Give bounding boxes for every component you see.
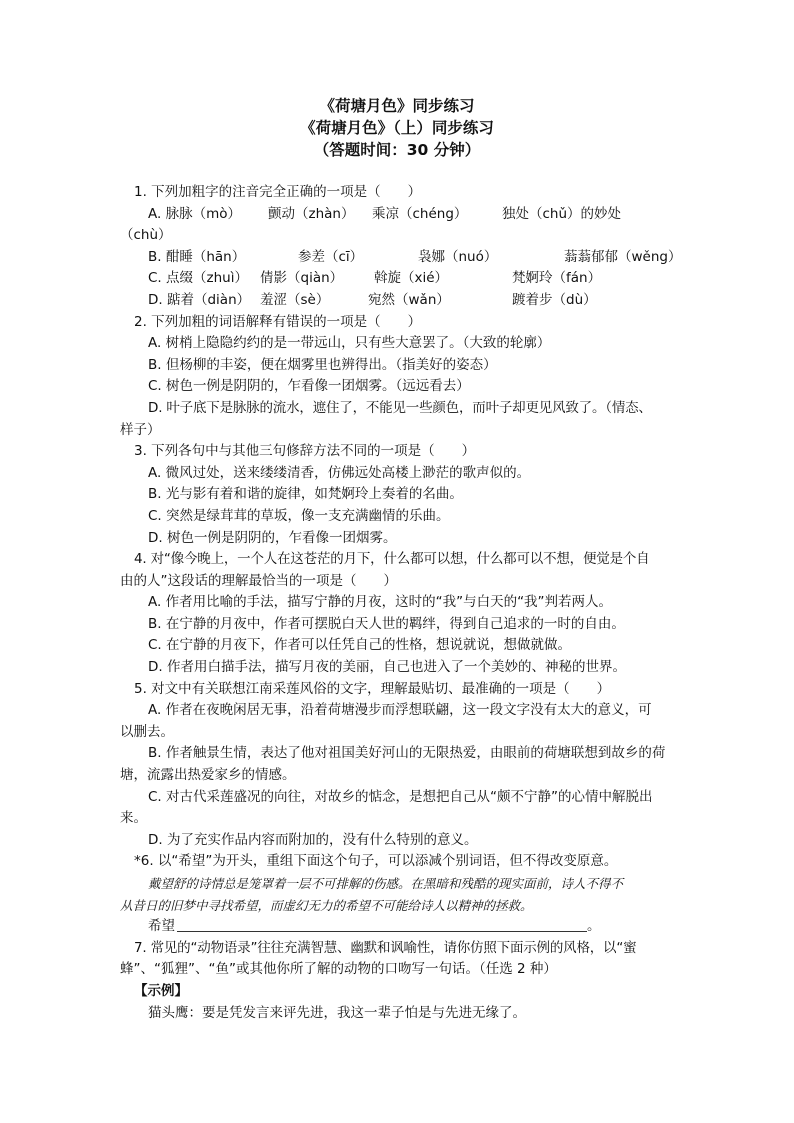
q5-option-b-cont: 塘，流露出热爱家乡的情感。 (120, 767, 296, 784)
q1-b-item1: B. 酣睡（hān） (148, 248, 246, 265)
q1-b-item4: 蓊蓊郁郁（wěng） (564, 248, 682, 265)
q3-option-a: A. 微风过处，送来缕缕清香，仿佛远处高楼上渺茫的歌声似的。 (148, 464, 531, 481)
q2-option-c: C. 树色一例是阴阴的，乍看像一团烟雾。（远远看去） (148, 378, 470, 395)
q1-c-item3: 斡旋（xié） (374, 270, 449, 287)
q1-c-item4: 梵婀玲（fán） (512, 270, 602, 287)
q4-stem: 4. 对“像今晚上，一个人在这苍茫的月下，什么都可以想，什么都可以不想，便觉是个自 (134, 551, 650, 568)
q1-a-item1: A. 脉脉（mò） (148, 205, 241, 222)
q1-b-item2: 参差（cī） (298, 248, 364, 265)
q1-d-item1: D. 踮着（diàn） (148, 291, 251, 308)
q1-c-item1: C. 点缀（zhuì） (148, 270, 248, 287)
question-list (120, 182, 680, 1024)
q1-a-item3: 乘凉（chéng） (372, 205, 468, 222)
q1-option-d (120, 290, 680, 312)
q1-d-item4: 踱着步（dù） (512, 291, 597, 308)
q7-example: 猫头鹰：要是凭发言来评先进，我这一辈子怕是与先进无缘了。 (148, 1004, 526, 1021)
q6-answer-end: 。 (587, 918, 601, 935)
time-note: （答题时间：30 分钟） (313, 141, 481, 159)
q5-option-d: D. 为了充实作品内容而附加的，没有什么特别的意义。 (148, 831, 478, 848)
q1-option-c (120, 268, 680, 290)
q1-option-a (120, 204, 680, 226)
q6-answer-prefix: 希望 (148, 918, 175, 935)
q2-option-a: A. 树梢上隐隐约约的是一带远山，只有些大意罢了。（大致的轮廓） (148, 335, 551, 352)
q1-c-item2: 倩影（qiàn） (260, 270, 344, 287)
q3-option-b: B. 光与影有着和谐的旋律，如梵婀玲上奏着的名曲。 (148, 486, 463, 503)
q1-d-item2: 羞涩（sè） (260, 291, 330, 308)
q6-answer-line (120, 916, 680, 938)
q2-option-b: B. 但杨柳的丰姿，便在烟雾里也辨得出。（指美好的姿态） (148, 356, 497, 373)
q4-option-d: D. 作者用白描手法，描写月夜的美丽，自己也进入了一个美妙的、神秘的世界。 (148, 659, 626, 676)
q5-option-a: A. 作者在夜晚闲居无事，沿着荷塘漫步而浮想联翩，这一段文字没有太大的意义，可 (148, 702, 652, 719)
q5-option-a-cont: 以删去。 (120, 723, 174, 740)
q3-option-d: D. 树色一例是阴阴的，乍看像一团烟雾。 (148, 529, 397, 546)
q1-d-item3: 宛然（wǎn） (368, 291, 450, 308)
q2-option-d: D. 叶子底下是脉脉的流水，遮住了，不能见一些颜色，而叶子却更见风致了。（情态、 (148, 399, 652, 416)
q2-option-d-cont: 样子） (120, 421, 161, 438)
q5-option-c: C. 对古代采莲盛况的向往，对故乡的惦念，是想把自己从“颇不宁静”的心情中解脱出 (148, 788, 653, 805)
q1-a-item4: 独处（chǔ）的妙处 (502, 205, 622, 222)
q1-option-b (120, 247, 680, 269)
q6-source-text-cont: 从昔日的旧梦中寻找希望，而虚幻无力的希望不可能给诗人以精神的拯救。 (120, 897, 533, 913)
q5-stem: 5. 对文中有关联想江南采莲风俗的文字，理解最贴切、最准确的一项是（ ） (134, 680, 611, 697)
q5-option-c-cont: 来。 (120, 810, 147, 827)
q4-option-c: C. 在宁静的月夜下，作者可以任凭自己的性格，想说就说，想做就做。 (148, 637, 572, 654)
q3-stem: 3. 下列各句中与其他三句修辞方法不同的一项是（ ） (134, 443, 476, 460)
q4-option-a: A. 作者用比喻的手法，描写宁静的月夜，这时的“我”与白天的“我”判若两人。 (148, 594, 613, 611)
q1-option-a-cont: （chù） (120, 227, 172, 244)
q5-option-b: B. 作者触景生情，表达了他对祖国美好河山的无限热爱，由眼前的荷塘联想到故乡的荷 (148, 745, 666, 762)
q4-stem-cont: 由的人”这段话的理解最恰当的一项是（ ） (120, 572, 397, 589)
main-title: 《荷塘月色》同步练习 (319, 97, 475, 115)
q1-a-item2: 颤动（zhàn） (268, 205, 355, 222)
q7-stem-cont: 蜂”、“狐狸”、“鱼”或其他你所了解的动物的口吻写一句话。（任选 2 种） (120, 961, 557, 978)
q1-b-item3: 袅娜（nuó） (418, 248, 498, 265)
q4-option-b: B. 在宁静的月夜中，作者可摆脱白天人世的羁绊，得到自己追求的一时的自由。 (148, 615, 625, 632)
q6-answer-blank[interactable] (177, 917, 587, 932)
q6-stem: *6. 以“希望”为开头，重组下面这个句子，可以添减个别词语，但不得改变原意。 (134, 853, 618, 870)
q3-option-c: C. 突然是绿茸茸的草坂，像一支充满幽情的乐曲。 (148, 507, 450, 524)
q7-stem: 7. 常见的“动物语录”往往充满智慧、幽默和讽喻性，请你仿照下面示例的风格，以“蜜 (134, 939, 637, 956)
q6-source-text: 戴望舒的诗情总是笼罩着一层不可排解的伤感。在黑暗和残酷的现实面前，诗人不得不 (148, 876, 624, 891)
title-block (0, 95, 794, 161)
q1-stem: 1. 下列加粗字的注音完全正确的一项是（ ） (134, 184, 422, 200)
sub-title: 《荷塘月色》（上）同步练习 (300, 119, 494, 137)
q2-stem: 2. 下列加粗的词语解释有错误的一项是（ ） (134, 313, 422, 330)
q7-example-label: 【示例】 (134, 982, 188, 999)
